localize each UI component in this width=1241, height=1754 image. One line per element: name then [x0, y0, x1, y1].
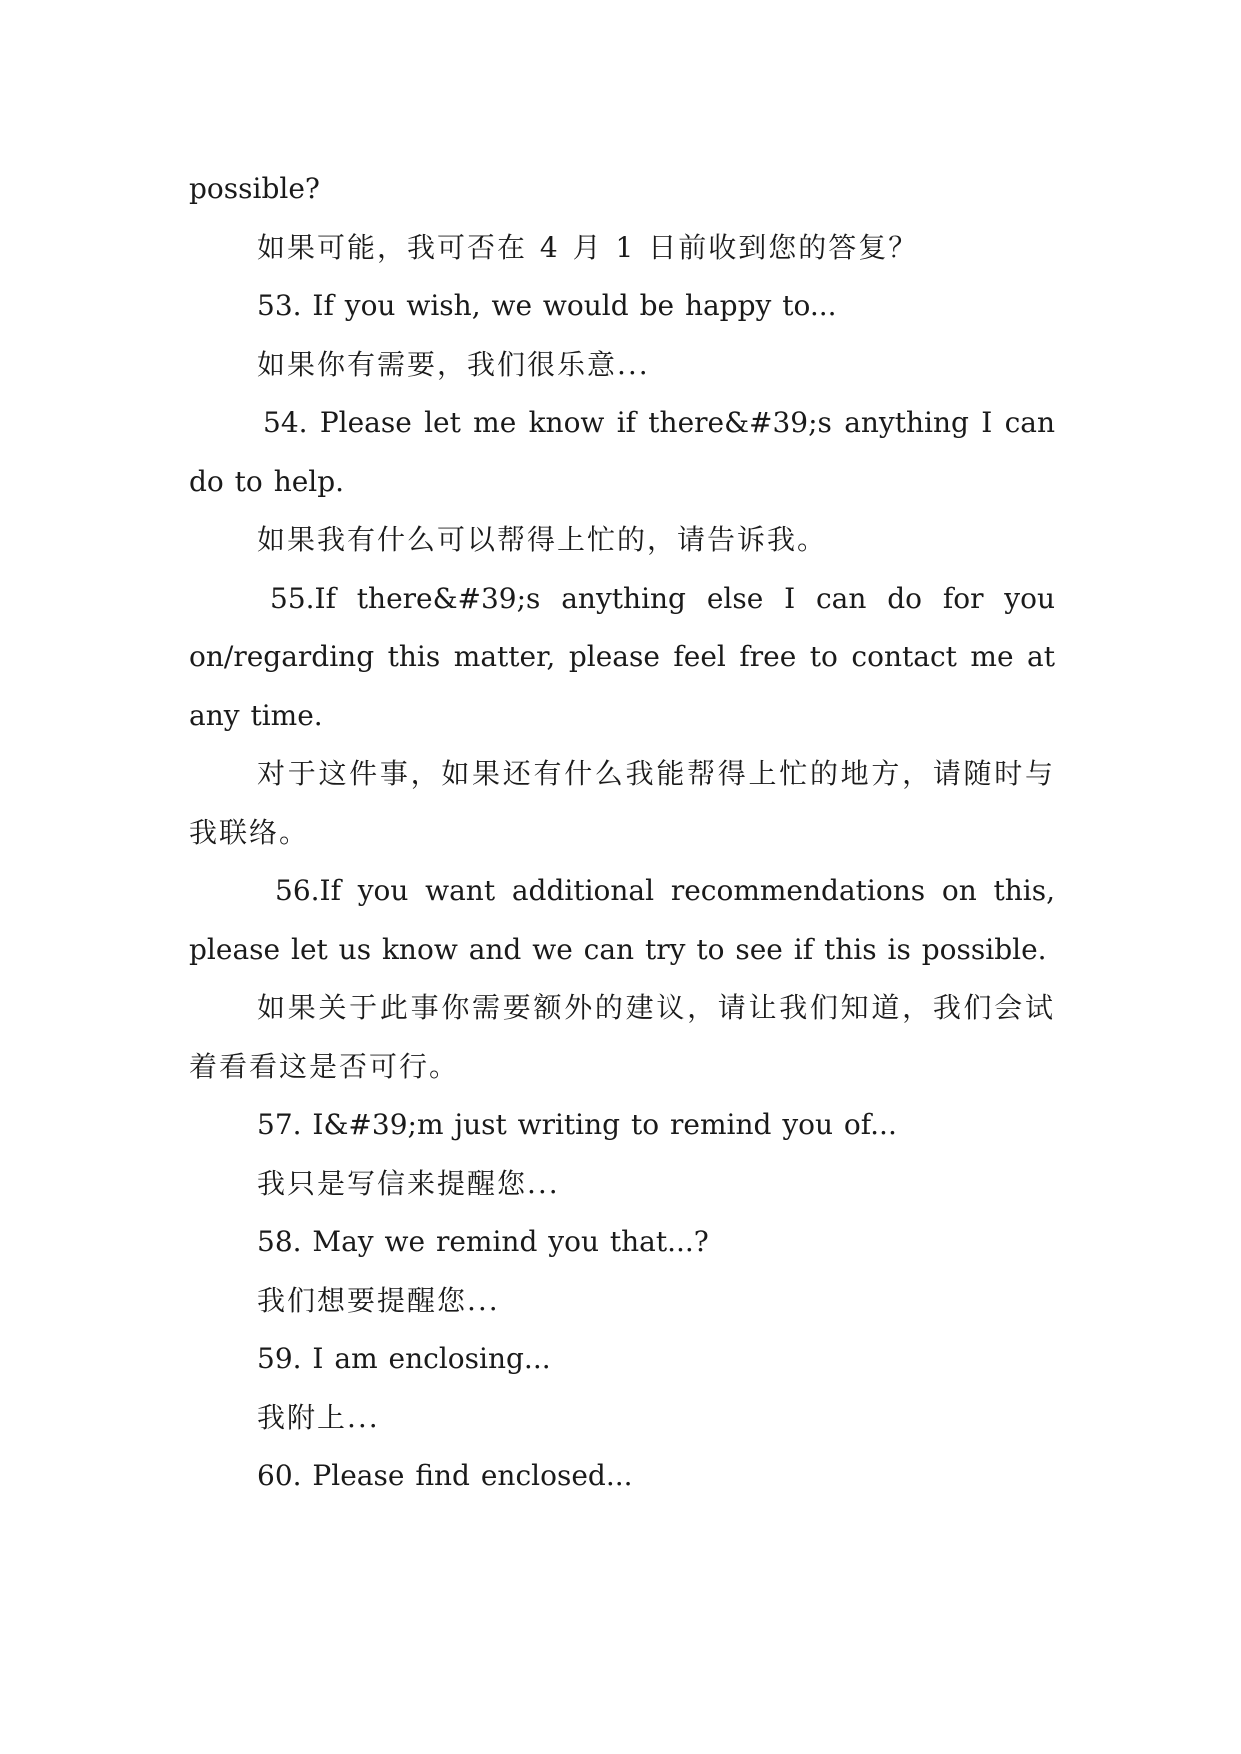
text-line: 我附上... [257, 1400, 380, 1434]
text-line: 如果可能，我可否在 4 月 1 日前收到您的答复？ [257, 230, 919, 264]
text-line: 我只是写信来提醒您... [257, 1166, 560, 1200]
document-body [189, 160, 1055, 1506]
text-line: 59. I am enclosing... [257, 1342, 551, 1375]
text-line: 60. Please find enclosed... [257, 1459, 633, 1492]
text-line: 57. I&#39;m just writing to remind you of... [257, 1108, 897, 1141]
text-line: 如果关于此事你需要额外的建议，请让我们知道，我们会试着看看这是否可行。 [189, 991, 1055, 1083]
text-line: 我们想要提醒您... [257, 1283, 500, 1317]
text-line: 对于这件事，如果还有什么我能帮得上忙的地方，请随时与我联络。 [189, 757, 1055, 849]
text-line: 如果我有什么可以帮得上忙的，请告诉我。 [257, 523, 828, 556]
text-line: 56.If you want additional recommendations on this, please let us know and we can try to see if this is possible. [189, 874, 1055, 966]
text-line: possible? [189, 172, 320, 205]
text-line: 58. May we remind you that...? [257, 1225, 709, 1258]
text-line: 54. Please let me know if there&#39;s anything I can do to help. [189, 406, 1055, 498]
text-line: 55.If there&#39;s anything else I can do for you on/regarding this matter, please feel free to contact me at any time. [189, 581, 1055, 732]
text-line: 53. If you wish, we would be happy to... [257, 289, 837, 322]
text-line: 如果你有需要，我们很乐意... [257, 347, 650, 381]
